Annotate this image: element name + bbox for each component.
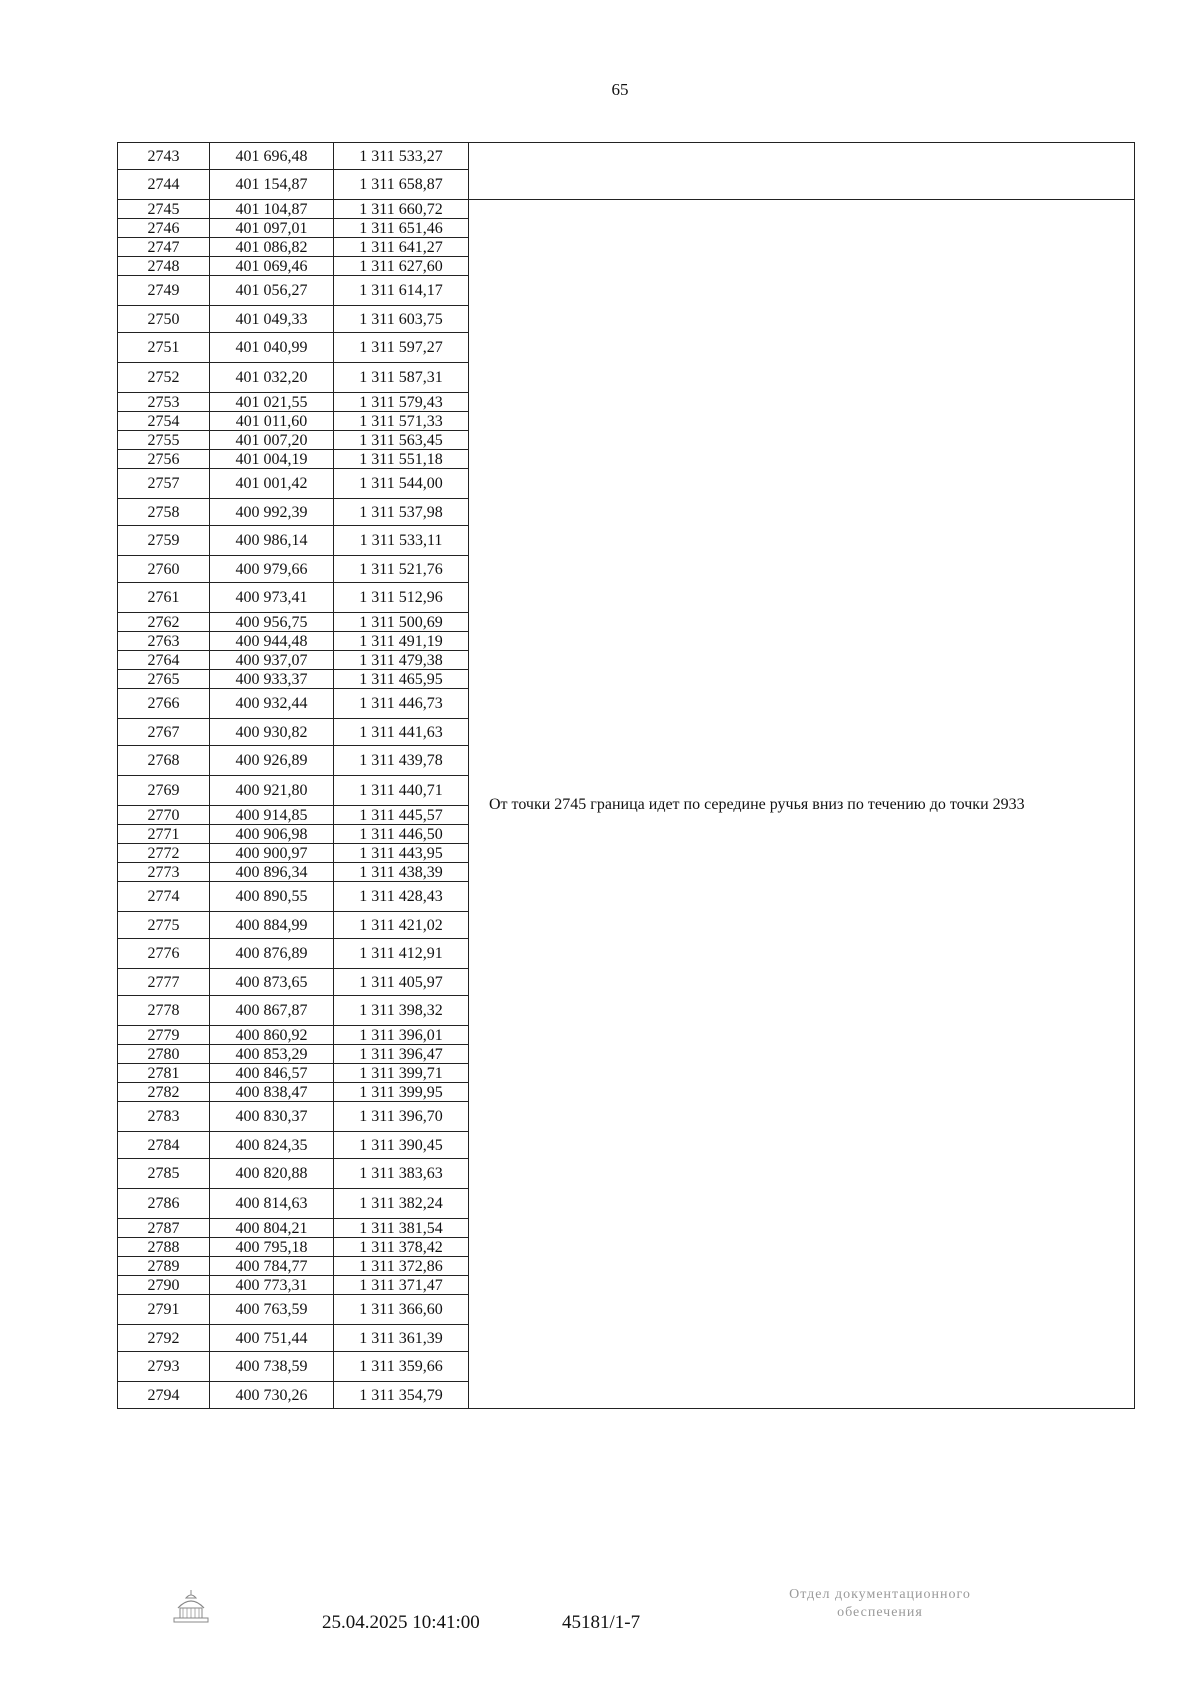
y-coordinate-cell: 1 311 439,78 [334, 746, 469, 776]
y-coordinate-cell: 1 311 500,69 [334, 613, 469, 632]
point-number-cell: 2778 [118, 996, 210, 1026]
point-number-cell: 2777 [118, 969, 210, 996]
stamp-line-2: обеспечения [837, 1605, 923, 1620]
point-number-cell: 2743 [118, 143, 210, 170]
y-coordinate-cell: 1 311 396,70 [334, 1102, 469, 1132]
y-coordinate-cell: 1 311 381,54 [334, 1219, 469, 1238]
y-coordinate-cell: 1 311 521,76 [334, 556, 469, 583]
point-number-cell: 2746 [118, 219, 210, 238]
x-coordinate-cell: 400 804,21 [210, 1219, 334, 1238]
y-coordinate-cell: 1 311 446,73 [334, 689, 469, 719]
y-coordinate-cell: 1 311 428,43 [334, 882, 469, 912]
x-coordinate-cell: 400 921,80 [210, 776, 334, 806]
x-coordinate-cell: 400 873,65 [210, 969, 334, 996]
x-coordinate-cell: 400 824,35 [210, 1132, 334, 1159]
point-number-cell: 2768 [118, 746, 210, 776]
y-coordinate-cell: 1 311 440,71 [334, 776, 469, 806]
y-coordinate-cell: 1 311 551,18 [334, 450, 469, 469]
timestamp: 25.04.2025 10:41:00 [322, 1612, 480, 1633]
point-number-cell: 2759 [118, 526, 210, 556]
table-row [118, 200, 1135, 219]
table-row [118, 143, 1135, 170]
y-coordinate-cell: 1 311 396,47 [334, 1045, 469, 1064]
coordinates-table [117, 142, 1135, 1409]
x-coordinate-cell: 401 021,55 [210, 393, 334, 412]
x-coordinate-cell: 401 104,87 [210, 200, 334, 219]
y-coordinate-cell: 1 311 412,91 [334, 939, 469, 969]
point-number-cell: 2753 [118, 393, 210, 412]
point-number-cell: 2763 [118, 632, 210, 651]
y-coordinate-cell: 1 311 563,45 [334, 431, 469, 450]
y-coordinate-cell: 1 311 354,79 [334, 1382, 469, 1409]
point-number-cell: 2788 [118, 1238, 210, 1257]
point-number-cell: 2754 [118, 412, 210, 431]
y-coordinate-cell: 1 311 405,97 [334, 969, 469, 996]
y-coordinate-cell: 1 311 537,98 [334, 499, 469, 526]
x-coordinate-cell: 400 884,99 [210, 912, 334, 939]
x-coordinate-cell: 400 846,57 [210, 1064, 334, 1083]
x-coordinate-cell: 400 973,41 [210, 583, 334, 613]
point-number-cell: 2787 [118, 1219, 210, 1238]
point-number-cell: 2761 [118, 583, 210, 613]
x-coordinate-cell: 400 932,44 [210, 689, 334, 719]
x-coordinate-cell: 400 926,89 [210, 746, 334, 776]
point-number-cell: 2766 [118, 689, 210, 719]
point-number-cell: 2747 [118, 238, 210, 257]
x-coordinate-cell: 400 751,44 [210, 1325, 334, 1352]
point-number-cell: 2783 [118, 1102, 210, 1132]
x-coordinate-cell: 401 056,27 [210, 276, 334, 306]
x-coordinate-cell: 401 097,01 [210, 219, 334, 238]
point-number-cell: 2755 [118, 431, 210, 450]
point-number-cell: 2774 [118, 882, 210, 912]
y-coordinate-cell: 1 311 446,50 [334, 825, 469, 844]
x-coordinate-cell: 400 890,55 [210, 882, 334, 912]
y-coordinate-cell: 1 311 651,46 [334, 219, 469, 238]
y-coordinate-cell: 1 311 587,31 [334, 363, 469, 393]
point-number-cell: 2780 [118, 1045, 210, 1064]
y-coordinate-cell: 1 311 421,02 [334, 912, 469, 939]
x-coordinate-cell: 400 876,89 [210, 939, 334, 969]
point-number-cell: 2752 [118, 363, 210, 393]
point-number-cell: 2767 [118, 719, 210, 746]
x-coordinate-cell: 400 896,34 [210, 863, 334, 882]
x-coordinate-cell: 401 049,33 [210, 306, 334, 333]
y-coordinate-cell: 1 311 371,47 [334, 1276, 469, 1295]
y-coordinate-cell: 1 311 597,27 [334, 333, 469, 363]
y-coordinate-cell: 1 311 445,57 [334, 806, 469, 825]
y-coordinate-cell: 1 311 378,42 [334, 1238, 469, 1257]
y-coordinate-cell: 1 311 660,72 [334, 200, 469, 219]
x-coordinate-cell: 400 930,82 [210, 719, 334, 746]
point-number-cell: 2764 [118, 651, 210, 670]
y-coordinate-cell: 1 311 641,27 [334, 238, 469, 257]
point-number-cell: 2757 [118, 469, 210, 499]
point-number-cell: 2756 [118, 450, 210, 469]
point-number-cell: 2779 [118, 1026, 210, 1045]
point-number-cell: 2790 [118, 1276, 210, 1295]
y-coordinate-cell: 1 311 443,95 [334, 844, 469, 863]
x-coordinate-cell: 400 986,14 [210, 526, 334, 556]
y-coordinate-cell: 1 311 512,96 [334, 583, 469, 613]
point-number-cell: 2771 [118, 825, 210, 844]
document-number: 45181/1-7 [562, 1612, 641, 1633]
point-number-cell: 2745 [118, 200, 210, 219]
point-number-cell: 2769 [118, 776, 210, 806]
y-coordinate-cell: 1 311 533,27 [334, 143, 469, 170]
x-coordinate-cell: 400 820,88 [210, 1159, 334, 1189]
y-coordinate-cell: 1 311 398,32 [334, 996, 469, 1026]
y-coordinate-cell: 1 311 438,39 [334, 863, 469, 882]
y-coordinate-cell: 1 311 382,24 [334, 1189, 469, 1219]
y-coordinate-cell: 1 311 491,19 [334, 632, 469, 651]
x-coordinate-cell: 400 956,75 [210, 613, 334, 632]
point-number-cell: 2792 [118, 1325, 210, 1352]
description-cell-empty [469, 143, 1135, 200]
point-number-cell: 2793 [118, 1352, 210, 1382]
y-coordinate-cell: 1 311 372,86 [334, 1257, 469, 1276]
emblem-logo-icon [168, 1586, 214, 1628]
y-coordinate-cell: 1 311 614,17 [334, 276, 469, 306]
x-coordinate-cell: 401 696,48 [210, 143, 334, 170]
point-number-cell: 2775 [118, 912, 210, 939]
point-number-cell: 2749 [118, 276, 210, 306]
x-coordinate-cell: 400 830,37 [210, 1102, 334, 1132]
x-coordinate-cell: 401 086,82 [210, 238, 334, 257]
x-coordinate-cell: 400 944,48 [210, 632, 334, 651]
point-number-cell: 2770 [118, 806, 210, 825]
x-coordinate-cell: 401 004,19 [210, 450, 334, 469]
point-number-cell: 2786 [118, 1189, 210, 1219]
y-coordinate-cell: 1 311 658,87 [334, 170, 469, 200]
x-coordinate-cell: 400 900,97 [210, 844, 334, 863]
x-coordinate-cell: 401 011,60 [210, 412, 334, 431]
point-number-cell: 2748 [118, 257, 210, 276]
y-coordinate-cell: 1 311 390,45 [334, 1132, 469, 1159]
y-coordinate-cell: 1 311 396,01 [334, 1026, 469, 1045]
y-coordinate-cell: 1 311 533,11 [334, 526, 469, 556]
x-coordinate-cell: 400 906,98 [210, 825, 334, 844]
y-coordinate-cell: 1 311 465,95 [334, 670, 469, 689]
y-coordinate-cell: 1 311 359,66 [334, 1352, 469, 1382]
point-number-cell: 2751 [118, 333, 210, 363]
y-coordinate-cell: 1 311 399,71 [334, 1064, 469, 1083]
point-number-cell: 2776 [118, 939, 210, 969]
y-coordinate-cell: 1 311 366,60 [334, 1295, 469, 1325]
y-coordinate-cell: 1 311 627,60 [334, 257, 469, 276]
point-number-cell: 2744 [118, 170, 210, 200]
point-number-cell: 2760 [118, 556, 210, 583]
page-number: 65 [611, 80, 629, 99]
point-number-cell: 2765 [118, 670, 210, 689]
y-coordinate-cell: 1 311 383,63 [334, 1159, 469, 1189]
x-coordinate-cell: 400 860,92 [210, 1026, 334, 1045]
point-number-cell: 2784 [118, 1132, 210, 1159]
x-coordinate-cell: 401 007,20 [210, 431, 334, 450]
point-number-cell: 2785 [118, 1159, 210, 1189]
x-coordinate-cell: 400 795,18 [210, 1238, 334, 1257]
y-coordinate-cell: 1 311 579,43 [334, 393, 469, 412]
description-cell: От точки 2745 граница идет по середине ручья вниз по течению до точки 2933 [469, 200, 1135, 1409]
y-coordinate-cell: 1 311 399,95 [334, 1083, 469, 1102]
x-coordinate-cell: 400 838,47 [210, 1083, 334, 1102]
y-coordinate-cell: 1 311 361,39 [334, 1325, 469, 1352]
point-number-cell: 2750 [118, 306, 210, 333]
x-coordinate-cell: 400 784,77 [210, 1257, 334, 1276]
point-number-cell: 2789 [118, 1257, 210, 1276]
point-number-cell: 2773 [118, 863, 210, 882]
point-number-cell: 2758 [118, 499, 210, 526]
x-coordinate-cell: 400 867,87 [210, 996, 334, 1026]
y-coordinate-cell: 1 311 603,75 [334, 306, 469, 333]
x-coordinate-cell: 400 992,39 [210, 499, 334, 526]
point-number-cell: 2794 [118, 1382, 210, 1409]
point-number-cell: 2772 [118, 844, 210, 863]
x-coordinate-cell: 400 814,63 [210, 1189, 334, 1219]
x-coordinate-cell: 401 069,46 [210, 257, 334, 276]
x-coordinate-cell: 400 979,66 [210, 556, 334, 583]
footer [0, 1586, 1200, 1646]
point-number-cell: 2791 [118, 1295, 210, 1325]
x-coordinate-cell: 400 763,59 [210, 1295, 334, 1325]
department-stamp [730, 1586, 1030, 1622]
x-coordinate-cell: 401 032,20 [210, 363, 334, 393]
point-number-cell: 2782 [118, 1083, 210, 1102]
x-coordinate-cell: 400 937,07 [210, 651, 334, 670]
y-coordinate-cell: 1 311 571,33 [334, 412, 469, 431]
x-coordinate-cell: 401 154,87 [210, 170, 334, 200]
x-coordinate-cell: 400 730,26 [210, 1382, 334, 1409]
x-coordinate-cell: 400 773,31 [210, 1276, 334, 1295]
x-coordinate-cell: 401 001,42 [210, 469, 334, 499]
x-coordinate-cell: 400 853,29 [210, 1045, 334, 1064]
point-number-cell: 2781 [118, 1064, 210, 1083]
y-coordinate-cell: 1 311 479,38 [334, 651, 469, 670]
coordinates-table-body [118, 143, 1135, 1409]
point-number-cell: 2762 [118, 613, 210, 632]
x-coordinate-cell: 400 933,37 [210, 670, 334, 689]
x-coordinate-cell: 400 914,85 [210, 806, 334, 825]
stamp-line-1: Отдел документационного [789, 1587, 971, 1602]
x-coordinate-cell: 400 738,59 [210, 1352, 334, 1382]
x-coordinate-cell: 401 040,99 [210, 333, 334, 363]
y-coordinate-cell: 1 311 441,63 [334, 719, 469, 746]
y-coordinate-cell: 1 311 544,00 [334, 469, 469, 499]
